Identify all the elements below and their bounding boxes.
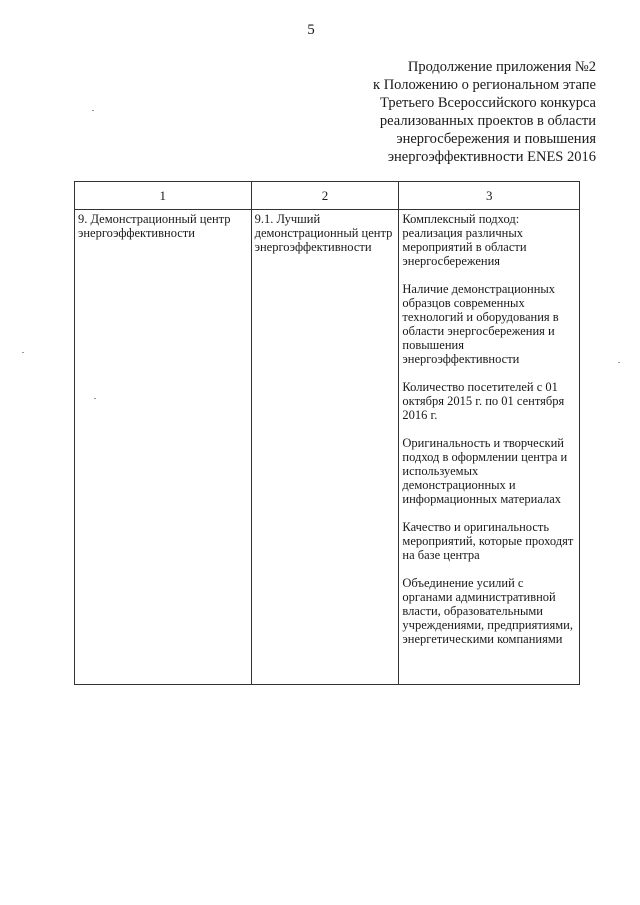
appendix-header (296, 58, 596, 166)
table-header-row (75, 182, 580, 210)
nomination-cell: 9. Демонстрационный центр энергоэффективности (75, 210, 252, 685)
column-header: 3 (399, 182, 580, 210)
criterion: Оригинальность и творческий подход в оформлении центра и используемых демонстрационных и информационных материалах (402, 436, 568, 506)
scan-speck (92, 110, 94, 111)
criterion: Количество посетителей с 01 октября 2015 г. по 01 сентября 2016 г. (402, 380, 565, 422)
header-line: энергосбережения и повышения (396, 131, 596, 147)
criterion: Объединение усилий с органами административной власти, образовательными учреждениями, предприятиями, энергетическими компаниями (402, 576, 573, 646)
criteria-cell (399, 210, 580, 685)
page-number: 5 (307, 22, 315, 38)
header-line: энергоэффективности ENES 2016 (387, 149, 596, 165)
header-line: к Положению о региональном этапе (373, 77, 596, 93)
criterion: Комплексный подход: реализация различных мероприятий в области энергосбережения (402, 212, 527, 268)
criteria-table (74, 181, 580, 685)
scan-speck (618, 362, 620, 363)
column-header: 2 (251, 182, 399, 210)
subnomination-cell: 9.1. Лучший демонстрационный центр энергоэффективности (251, 210, 399, 685)
header-line: Третьего Всероссийского конкурса (380, 95, 596, 111)
header-line: Продолжение приложения №2 (407, 59, 596, 75)
scan-speck (22, 352, 24, 353)
table-row (75, 210, 580, 685)
scan-speck (94, 398, 96, 399)
criterion: Наличие демонстрационных образцов современных технологий и оборудования в области энергосбережения и повышения энергоэффективности (402, 282, 559, 366)
criterion: Качество и оригинальность мероприятий, которые проходят на базе центра (402, 520, 574, 562)
column-header: 1 (75, 182, 252, 210)
header-line: реализованных проектов в области (379, 113, 596, 129)
